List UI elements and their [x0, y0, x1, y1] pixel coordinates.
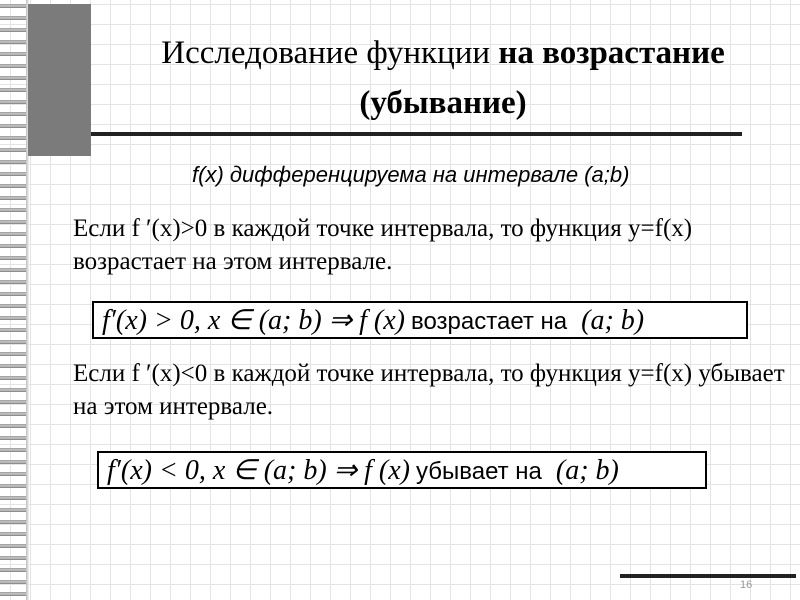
title-bold: на возрастание (убывание): [359, 35, 725, 121]
decrease-formula-word: убывает на: [415, 458, 542, 485]
decrease-formula-box: [97, 451, 707, 489]
title-underline: [91, 132, 742, 136]
increase-formula-box: [92, 301, 748, 339]
increase-formula-rhs: (a; b): [581, 305, 645, 336]
corner-decoration: [28, 4, 91, 156]
page-number: 16: [740, 579, 753, 591]
increase-formula-word: возрастает на: [410, 308, 568, 335]
condition-subtitle: f(x) дифференцируема на интервале (a;b): [192, 162, 630, 187]
footer-rule: [620, 574, 796, 578]
slide-title: [98, 28, 788, 128]
increase-rule-text: Если f ′(x)>0 в каждой точке интервала, то функция y=f(x) возрастает на этом интервале.: [73, 215, 693, 275]
decrease-formula-rhs: (a; b): [555, 455, 619, 486]
decrease-formula-lhs: f′(x) < 0, x ∈ (a; b) ⇒ f (x): [107, 455, 410, 486]
notebook-spiral-binding: [0, 0, 26, 600]
title-regular: Исследование функции: [161, 35, 499, 71]
decrease-rule-text: Если f ′(x)<0 в каждой точке интервала, то функция y=f(x) убывает на этом интервале.: [73, 360, 785, 420]
increase-formula-lhs: f′(x) > 0, x ∈ (a; b) ⇒ f (x): [102, 305, 405, 336]
